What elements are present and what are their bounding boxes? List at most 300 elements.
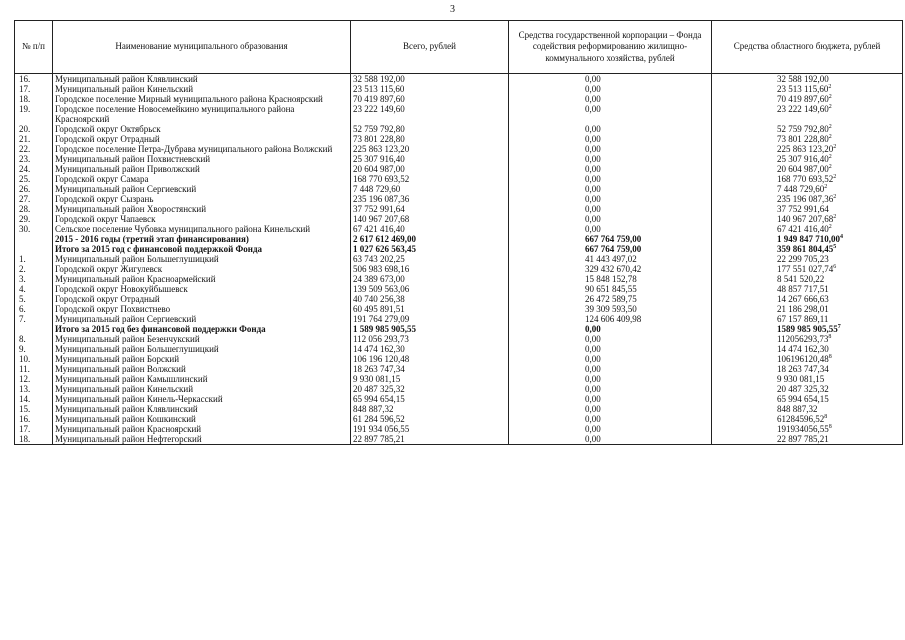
cell-fund-text: 0,00 [585, 364, 601, 374]
cell-regional-budget-text: 14 267 666,63 [777, 294, 829, 304]
footnote-mark: 2 [833, 144, 837, 150]
cell-name [53, 234, 351, 244]
cell-name [53, 194, 351, 204]
footnote-mark: 2 [828, 84, 832, 90]
footnote-mark: 2 [833, 214, 837, 220]
table-row [15, 164, 903, 174]
cell-fund [509, 284, 712, 294]
table-row [15, 414, 903, 424]
cell-fund-text: 0,00 [585, 404, 601, 414]
cell-number-text: 21. [19, 134, 31, 144]
cell-number [15, 334, 53, 344]
cell-regional-budget-text: 848 887,32 [777, 404, 818, 414]
cell-fund-text: 0,00 [585, 324, 601, 334]
cell-total [351, 284, 509, 294]
footnote-mark: 4 [840, 234, 843, 240]
cell-fund-text: 0,00 [585, 94, 601, 104]
cell-name-text: Муниципальный район Нефтегорский [55, 434, 202, 444]
cell-regional-budget-text: 32 588 192,00 [777, 74, 829, 84]
cell-name [53, 404, 351, 414]
cell-name [53, 264, 351, 274]
cell-regional-budget-text: 20 487 325,32 [777, 384, 829, 394]
cell-fund-text: 0,00 [585, 424, 601, 434]
footnote-mark: 2 [828, 104, 832, 110]
table-row [15, 194, 903, 204]
cell-fund-text: 124 606 409,98 [585, 314, 642, 324]
cell-regional-budget-text: 1 949 847 710,00 [777, 234, 840, 244]
cell-name-text: Муниципальный район Похвистневский [55, 154, 211, 164]
table-row [15, 104, 903, 124]
cell-total-text: 70 419 897,60 [353, 94, 405, 104]
cell-fund [509, 334, 712, 344]
cell-number-text: 18. [19, 94, 31, 104]
cell-name [53, 294, 351, 304]
cell-total [351, 184, 509, 194]
footnote-mark: 2 [828, 94, 832, 100]
cell-total [351, 134, 509, 144]
cell-total-text: 7 448 729,60 [353, 184, 401, 194]
cell-fund [509, 154, 712, 164]
cell-total [351, 404, 509, 414]
cell-fund [509, 234, 712, 244]
cell-total-text: 63 743 202,25 [353, 254, 405, 264]
cell-regional-budget-text: 140 967 207,68 [777, 214, 834, 224]
cell-total-text: 60 495 891,51 [353, 304, 405, 314]
footnote-mark: 2 [824, 184, 828, 190]
cell-name-text: Муниципальный район Большеглушицкий [55, 254, 219, 264]
footnote-mark: 2 [828, 134, 832, 140]
cell-regional-budget [712, 264, 903, 274]
cell-regional-budget-text: 22 299 705,23 [777, 254, 829, 264]
cell-name-text: Муниципальный район Кинельский [55, 84, 194, 94]
cell-total-text: 191 934 056,55 [353, 424, 410, 434]
cell-fund [509, 214, 712, 224]
table-row [15, 344, 903, 354]
cell-name [53, 424, 351, 434]
cell-regional-budget-text: 21 186 298,01 [777, 304, 829, 314]
cell-name-text: Итого за 2015 год с финансовой поддержкой Фонда [55, 244, 262, 254]
cell-name [53, 364, 351, 374]
footnote-mark: 6 [833, 264, 837, 270]
cell-regional-budget [712, 144, 903, 154]
table-row [15, 394, 903, 404]
cell-total-text: 61 284 596,52 [353, 414, 405, 424]
cell-number-text: 6. [19, 304, 26, 314]
cell-name-text: Муниципальный район Клявлинский [55, 404, 198, 414]
table-row [15, 134, 903, 144]
cell-total-text: 1 027 626 563,45 [353, 244, 416, 254]
cell-fund [509, 384, 712, 394]
cell-total [351, 94, 509, 104]
cell-name-text: Муниципальный район Кинель-Черкасский [55, 394, 223, 404]
cell-fund-text: 0,00 [585, 104, 601, 114]
cell-fund [509, 94, 712, 104]
cell-number [15, 174, 53, 184]
cell-number-text: 26. [19, 184, 31, 194]
footnote-mark: 2 [833, 174, 837, 180]
cell-regional-budget [712, 404, 903, 414]
cell-fund-text: 0,00 [585, 344, 601, 354]
cell-number-text: 30. [19, 224, 31, 234]
table-row [15, 264, 903, 274]
footnote-mark: 8 [828, 334, 832, 340]
cell-fund [509, 254, 712, 264]
cell-number [15, 134, 53, 144]
cell-fund-text: 0,00 [585, 144, 601, 154]
cell-name-text: Муниципальный район Кошкинский [55, 414, 196, 424]
cell-fund [509, 424, 712, 434]
cell-total [351, 144, 509, 154]
cell-number-text: 19. [19, 104, 31, 114]
cell-regional-budget [712, 164, 903, 174]
cell-total-text: 225 863 123,20 [353, 144, 410, 154]
cell-fund-text: 41 443 497,02 [585, 254, 637, 264]
cell-fund-text: 90 651 845,55 [585, 284, 637, 294]
cell-fund-text: 0,00 [585, 74, 601, 84]
cell-total [351, 314, 509, 324]
cell-number-text: 3. [19, 274, 26, 284]
cell-name-text: Городской округ Чапаевск [55, 214, 156, 224]
cell-name [53, 304, 351, 314]
cell-regional-budget [712, 364, 903, 374]
cell-fund [509, 314, 712, 324]
cell-number-text: 27. [19, 194, 31, 204]
cell-name [53, 344, 351, 354]
cell-name-text: Городской округ Отрадный [55, 134, 160, 144]
table-row [15, 374, 903, 384]
cell-number [15, 374, 53, 384]
cell-number [15, 424, 53, 434]
footnote-mark: 8 [828, 424, 832, 430]
cell-number [15, 324, 53, 334]
cell-fund-text: 0,00 [585, 154, 601, 164]
cell-name-text: Муниципальный район Камышлинский [55, 374, 208, 384]
cell-regional-budget-text: 235 196 087,36 [777, 194, 834, 204]
table-row [15, 124, 903, 134]
table-row [15, 404, 903, 414]
cell-fund [509, 144, 712, 154]
cell-regional-budget [712, 224, 903, 234]
table-row [15, 424, 903, 434]
cell-total [351, 244, 509, 254]
cell-number [15, 304, 53, 314]
cell-number [15, 194, 53, 204]
cell-regional-budget [712, 74, 903, 85]
cell-fund [509, 364, 712, 374]
cell-name [53, 184, 351, 194]
footnote-mark: 2 [828, 224, 832, 230]
cell-number [15, 184, 53, 194]
cell-total [351, 334, 509, 344]
footnote-mark: 8 [828, 354, 832, 360]
cell-fund [509, 274, 712, 284]
cell-regional-budget [712, 194, 903, 204]
cell-total-text: 18 263 747,34 [353, 364, 405, 374]
cell-total [351, 364, 509, 374]
cell-number-text: 10. [19, 354, 31, 364]
table-row [15, 204, 903, 214]
cell-total [351, 74, 509, 85]
cell-regional-budget [712, 124, 903, 134]
cell-number-text: 17. [19, 424, 31, 434]
cell-fund [509, 354, 712, 364]
cell-regional-budget-text: 225 863 123,20 [777, 144, 834, 154]
cell-fund [509, 404, 712, 414]
cell-total-text: 2 617 612 469,00 [353, 234, 416, 244]
cell-total [351, 434, 509, 445]
cell-fund-text: 0,00 [585, 434, 601, 444]
cell-regional-budget [712, 294, 903, 304]
cell-name [53, 164, 351, 174]
cell-total [351, 124, 509, 134]
cell-regional-budget-text: 177 551 027,74 [777, 264, 834, 274]
cell-regional-budget [712, 384, 903, 394]
cell-total-text: 73 801 228,80 [353, 134, 405, 144]
cell-total-text: 235 196 087,36 [353, 194, 410, 204]
cell-total-text: 32 588 192,00 [353, 74, 405, 84]
cell-name-text: Муниципальный район Безенчукский [55, 334, 200, 344]
cell-name-text: Итого за 2015 год без финансовой поддержки Фонда [55, 324, 266, 334]
cell-name [53, 94, 351, 104]
cell-total-text: 20 604 987,00 [353, 164, 405, 174]
cell-name [53, 434, 351, 445]
cell-number [15, 274, 53, 284]
cell-number-text: 16. [19, 414, 31, 424]
cell-name-text: Муниципальный район Волжский [55, 364, 186, 374]
cell-total [351, 84, 509, 94]
cell-number [15, 384, 53, 394]
cell-total-text: 14 474 162,30 [353, 344, 405, 354]
table-row [15, 294, 903, 304]
header-total: Всего, рублей [351, 21, 509, 74]
cell-total [351, 194, 509, 204]
cell-total [351, 264, 509, 274]
cell-regional-budget-text: 1589 985 905,55 [777, 324, 838, 334]
cell-name [53, 124, 351, 134]
table-row [15, 434, 903, 445]
cell-total-text: 65 994 654,15 [353, 394, 405, 404]
table-row [15, 384, 903, 394]
summary-row [15, 244, 903, 254]
cell-name-text: Муниципальный район Красноармейский [55, 274, 216, 284]
footnote-mark: 2 [833, 194, 837, 200]
cell-number-text: 2. [19, 264, 26, 274]
cell-name [53, 414, 351, 424]
cell-name-text: Городское поселение Новосемейкино муниципального района Красноярский [55, 104, 295, 124]
summary-row [15, 324, 903, 334]
cell-regional-budget [712, 334, 903, 344]
cell-number-text: 25. [19, 174, 31, 184]
cell-name [53, 204, 351, 214]
cell-regional-budget-text: 359 861 804,45 [777, 244, 834, 254]
cell-total-text: 506 983 698,16 [353, 264, 410, 274]
cell-number-text: 1. [19, 254, 26, 264]
cell-total [351, 274, 509, 284]
cell-fund-text: 0,00 [585, 394, 601, 404]
cell-regional-budget-text: 70 419 897,60 [777, 94, 829, 104]
cell-number-text: 7. [19, 314, 26, 324]
cell-number [15, 124, 53, 134]
cell-number-text: 4. [19, 284, 26, 294]
cell-name [53, 374, 351, 384]
cell-total [351, 294, 509, 304]
cell-regional-budget [712, 414, 903, 424]
cell-regional-budget [712, 94, 903, 104]
table-row [15, 84, 903, 94]
cell-number [15, 394, 53, 404]
table-row [15, 224, 903, 234]
table-row [15, 304, 903, 314]
cell-total [351, 104, 509, 124]
cell-number [15, 364, 53, 374]
cell-total-text: 139 509 563,06 [353, 284, 410, 294]
cell-fund-text: 329 432 670,42 [585, 264, 642, 274]
cell-fund [509, 374, 712, 384]
cell-number [15, 214, 53, 224]
cell-total [351, 164, 509, 174]
cell-number-text: 24. [19, 164, 31, 174]
cell-number [15, 84, 53, 94]
cell-number [15, 204, 53, 214]
cell-regional-budget-text: 65 994 654,15 [777, 394, 829, 404]
cell-regional-budget [712, 134, 903, 144]
cell-regional-budget-text: 168 770 693,52 [777, 174, 834, 184]
cell-fund-text: 0,00 [585, 224, 601, 234]
cell-number-text: 13. [19, 384, 31, 394]
cell-regional-budget-text: 8 541 520,22 [777, 274, 825, 284]
cell-regional-budget-text: 14 474 162,30 [777, 344, 829, 354]
cell-fund [509, 224, 712, 234]
table-row [15, 314, 903, 324]
cell-name [53, 144, 351, 154]
cell-number-text: 16. [19, 74, 31, 84]
cell-total-text: 9 930 081,15 [353, 374, 401, 384]
table-row [15, 354, 903, 364]
cell-name [53, 284, 351, 294]
cell-name [53, 384, 351, 394]
cell-total [351, 154, 509, 164]
cell-total-text: 20 487 325,32 [353, 384, 405, 394]
cell-total [351, 254, 509, 264]
cell-number-text: 17. [19, 84, 31, 94]
cell-name-text: Городской округ Самара [55, 174, 149, 184]
cell-fund-text: 0,00 [585, 174, 601, 184]
cell-total [351, 414, 509, 424]
cell-regional-budget [712, 284, 903, 294]
cell-name-text: Городской округ Октябрьск [55, 124, 161, 134]
cell-regional-budget [712, 394, 903, 404]
cell-fund-text: 0,00 [585, 164, 601, 174]
cell-name [53, 334, 351, 344]
cell-regional-budget-text: 112056293,73 [777, 334, 829, 344]
cell-regional-budget-text: 67 421 416,40 [777, 224, 829, 234]
cell-regional-budget-text: 48 857 717,51 [777, 284, 829, 294]
cell-fund [509, 324, 712, 334]
cell-total [351, 424, 509, 434]
cell-fund [509, 134, 712, 144]
cell-regional-budget [712, 324, 903, 334]
table-row [15, 144, 903, 154]
cell-regional-budget-text: 7 448 729,60 [777, 184, 825, 194]
cell-fund-text: 667 764 759,00 [585, 244, 642, 254]
cell-name [53, 354, 351, 364]
cell-name-text: Городской округ Жигулевск [55, 264, 163, 274]
cell-total-text: 37 752 991,64 [353, 204, 405, 214]
cell-total-text: 1 589 985 905,55 [353, 324, 416, 334]
cell-regional-budget [712, 304, 903, 314]
cell-total-text: 23 513 115,60 [353, 84, 405, 94]
table-row [15, 184, 903, 194]
cell-regional-budget [712, 244, 903, 254]
cell-name-text: Городской округ Похвистнево [55, 304, 171, 314]
cell-name-text: Городское поселение Мирный муниципального района Красноярский [55, 94, 323, 104]
cell-total-text: 23 222 149,60 [353, 104, 405, 114]
cell-fund-text: 0,00 [585, 354, 601, 364]
cell-name [53, 134, 351, 144]
table-row [15, 274, 903, 284]
table-row [15, 74, 903, 85]
cell-regional-budget [712, 314, 903, 324]
cell-name-text: Муниципальный район Приволжский [55, 164, 200, 174]
cell-number [15, 94, 53, 104]
cell-number-text: 29. [19, 214, 31, 224]
cell-number-text: 8. [19, 334, 26, 344]
cell-number-text: 28. [19, 204, 31, 214]
cell-fund [509, 104, 712, 124]
cell-regional-budget [712, 424, 903, 434]
cell-name [53, 84, 351, 94]
cell-total-text: 22 897 785,21 [353, 434, 405, 444]
cell-regional-budget-text: 52 759 792,80 [777, 124, 829, 134]
cell-fund-text: 15 848 152,78 [585, 274, 637, 284]
cell-number-text: 22. [19, 144, 31, 154]
cell-name [53, 154, 351, 164]
cell-regional-budget [712, 344, 903, 354]
cell-total [351, 384, 509, 394]
cell-number-text: 9. [19, 344, 26, 354]
cell-name [53, 74, 351, 85]
cell-fund [509, 434, 712, 445]
cell-name-text: Муниципальный район Большеглушицкий [55, 344, 219, 354]
cell-fund-text: 0,00 [585, 134, 601, 144]
cell-fund [509, 184, 712, 194]
cell-total [351, 174, 509, 184]
cell-regional-budget [712, 154, 903, 164]
table-row [15, 254, 903, 264]
cell-number [15, 154, 53, 164]
cell-regional-budget [712, 434, 903, 445]
cell-number [15, 254, 53, 264]
cell-name-text: Городской округ Новокуйбышевск [55, 284, 188, 294]
cell-name-text: Муниципальный район Кинельский [55, 384, 194, 394]
summary-row [15, 234, 903, 244]
cell-regional-budget-text: 18 263 747,34 [777, 364, 829, 374]
cell-name [53, 174, 351, 184]
cell-fund [509, 204, 712, 214]
table-body [15, 74, 903, 445]
cell-name-text: 2015 - 2016 годы (третий этап финансирования) [55, 234, 249, 244]
cell-number-text: 15. [19, 404, 31, 414]
cell-name [53, 274, 351, 284]
cell-number [15, 264, 53, 274]
cell-regional-budget [712, 104, 903, 124]
cell-regional-budget-text: 73 801 228,80 [777, 134, 829, 144]
cell-total-text: 191 764 279,09 [353, 314, 410, 324]
cell-regional-budget [712, 274, 903, 284]
cell-number-text: 14. [19, 394, 31, 404]
cell-regional-budget [712, 84, 903, 94]
cell-regional-budget-text: 191934056,55 [777, 424, 829, 434]
